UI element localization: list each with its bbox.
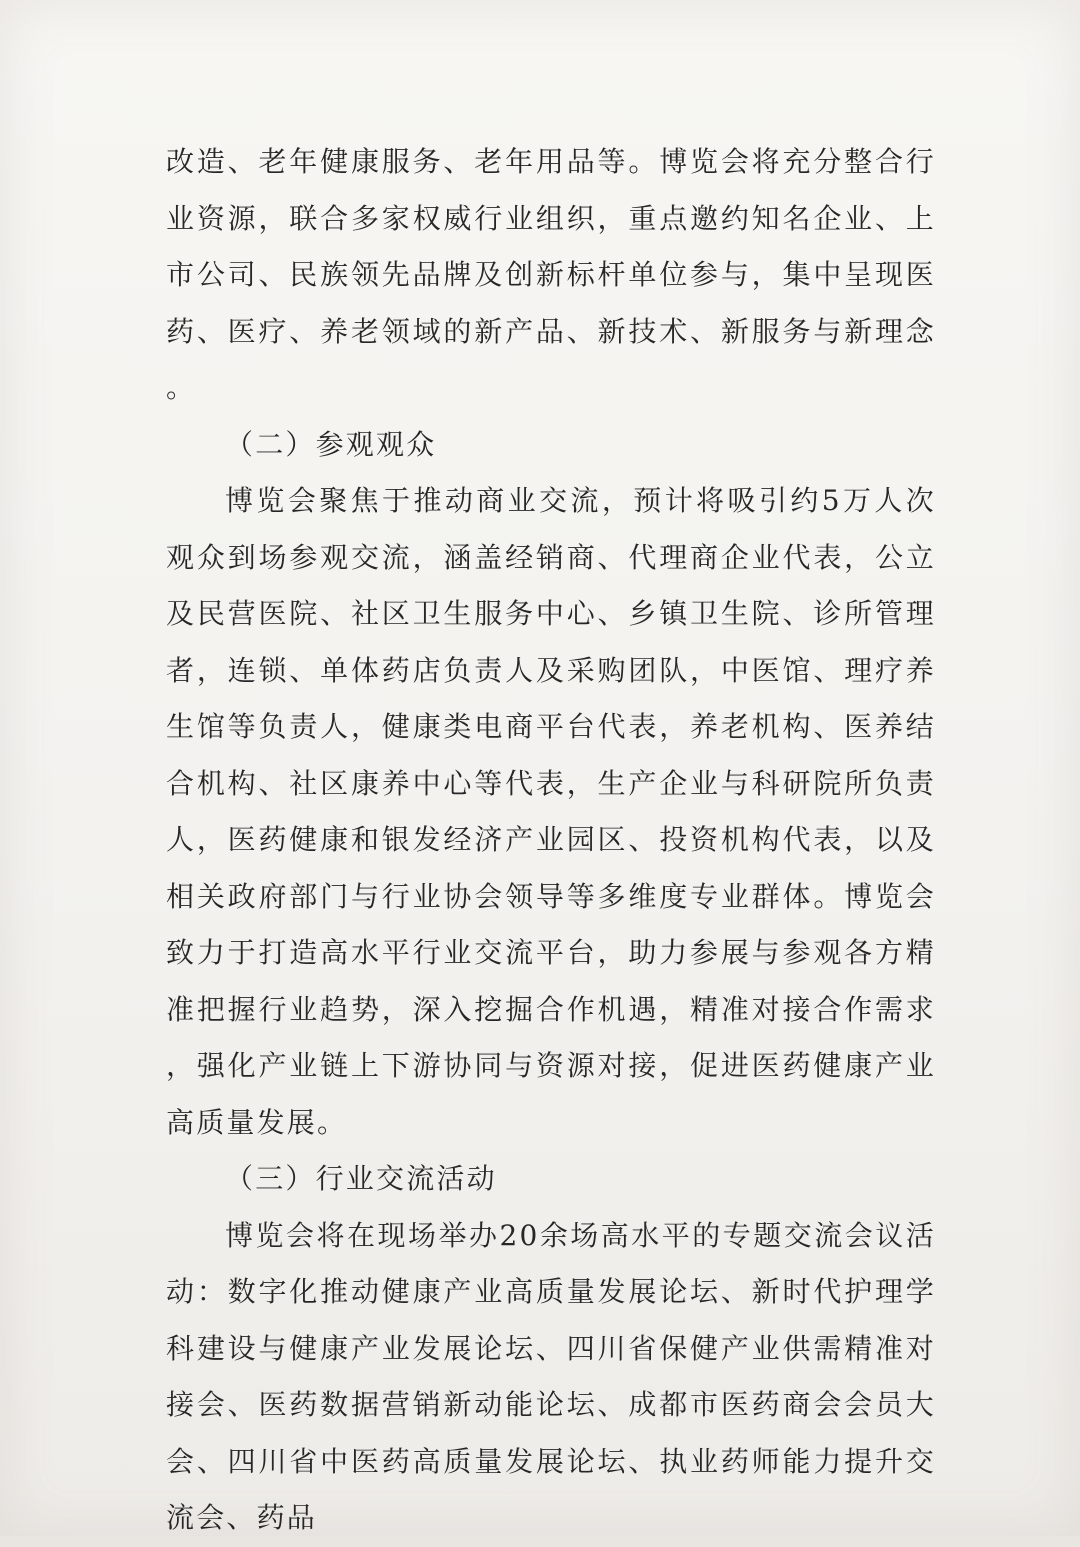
- paragraph-industry-activities: 博览会将在现场举办20余场高水平的专题交流会议活动：数字化推动健康产业高质量发展论坛、新时代护理学科建设与健康产业发展论坛、四川省保健产业供需精准对接会、医药数据营销新动能论坛、成都市医药商会会员大会、四川省中医药高质量发展论坛、执业药师能力提升交流会、药品: [166, 1218, 936, 1534]
- section-heading-visitors: （二）参观观众: [225, 427, 437, 461]
- paragraph-visitors: 博览会聚焦于推动商业交流，预计将吸引约5万人次观众到场参观交流，涵盖经销商、代理商企业代表，公立及民营医院、社区卫生服务中心、乡镇卫生院、诊所管理者，连锁、单体药店负责人及采购团队，中医馆、理疗养生馆等负责人，健康类电商平台代表，养老机构、医养结合机构、社区康养中心等代表，生产企业与科研院所负责人，医药健康和银发经济产业园区、投资机构代表，以及相关政府部门与行业协会领导等多维度专业群体。博览会致力于打造高水平行业交流平台，助力参展与参观各方精准把握行业趋势，深入挖掘合作机遇，精准对接合作需求，强化产业链上下游协同与资源对接，促进医药健康产业高质量发展。: [166, 484, 936, 1139]
- document-body: [166, 134, 936, 1547]
- section-heading-industry-activities: （三）行业交流活动: [225, 1162, 497, 1195]
- paragraph-exhibits-intro: 改造、老年健康服务、老年用品等。博览会将充分整合行业资源，联合多家权威行业组织，重点邀约知名企业、上市公司、民族领先品牌及创新标杆单位参与，集中呈现医药、医疗、养老领域的新产品、新技术、新服务与新理念。: [166, 145, 936, 404]
